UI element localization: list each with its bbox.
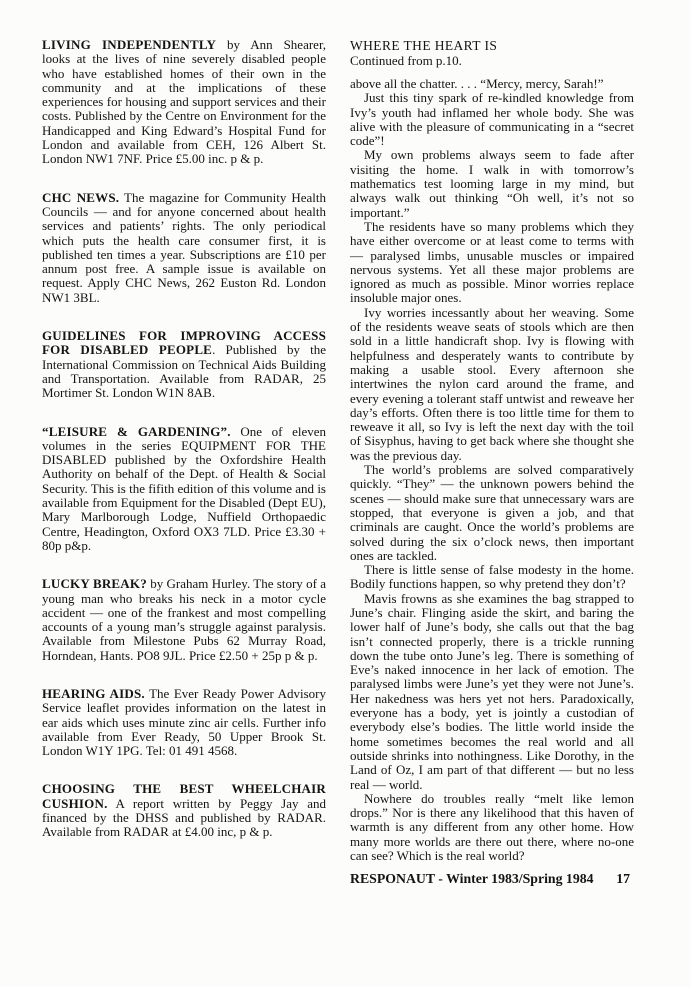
- article-paragraph: above all the chatter. . . . “Mercy, mercy, Sarah!”: [350, 76, 604, 91]
- article-paragraph: There is little sense of false modesty in the home. Bodily functions happen, so why pretend they don’t?: [350, 562, 634, 592]
- item-body: One of eleven volumes in the series EQUIPMENT FOR THE DISABLED published by the Oxfordshire Health Authority on behalf of the Dept. of Health & Social Security. This is the fifith edition of this volume and is available from Equipment for the Disabled (Dept EU), Mary Marlborough Lodge, Nuffield Orthopaedic Centre, Headington, Oxford OX3 7LD. Price £3.30 + 80p p&p.: [42, 423, 326, 553]
- article-paragraph: My own problems always seem to fade after visiting the home. I walk in with tomorrow’s mathematics test looming large in my mind, but always walk out thinking “Oh well, it’s not so important.”: [350, 147, 634, 220]
- news-item: [42, 577, 326, 663]
- item-heading: LIVING INDEPENDENTLY: [42, 37, 217, 52]
- item-body: by Ann Shearer, looks at the lives of nine severely disabled people who have established homes of their own in the community and at the implications of these experiences for housing and support services and their costs. Published by the Centre on Environment for the Handicapped and King Edward’s Hospital Fund for London and available from CEH, 126 Albert St. London NW1 7NF. Price £5.00 inc. p & p.: [42, 37, 326, 167]
- item-heading: GUIDELINES FOR IMPROVING ACCESS FOR DISABLED PEOPLE: [42, 328, 326, 358]
- item-body: . Published by the International Commission on Technical Aids Building and Transportation. Available from RADAR, 25 Mortimer St. London W1N 8AB.: [42, 342, 326, 401]
- item-heading: HEARING AIDS.: [42, 685, 145, 701]
- article-paragraph: The world’s problems are solved comparatively quickly. “They” — the unknown powers behind the scenes — should make sure that unnecessary wars are stopped, that everyone is given a job, and that criminals are caught. Once the world’s problems are solved during the six o’clock news, then important ones are tackled.: [350, 462, 634, 563]
- continued-note: Continued from p.10.: [350, 53, 462, 68]
- article-paragraph: Mavis frowns as she examines the bag strapped to June’s chair. Flinging aside the skirt, and baring the lower half of June’s body, she calls out that the bag isn’t connected properly, there is a trickle running down the tube onto June’s leg. There is something of Eve’s naked innocence in her lack of emotion. The paralysed limbs were June’s yet they were not June’s. Her nakedness was hers yet not hers. Paradoxically, everyone has a body, yet is jointly a custodian of everybody else’s bodies. The little world inside the home sometimes becomes the real world and all outside shrinks into nothingness. Like Dorothy, in the Land of Oz, I am part of that different — but no less real — world.: [350, 590, 634, 792]
- item-heading: CHC NEWS.: [42, 189, 120, 205]
- item-heading: LUCKY BREAK?: [42, 576, 147, 592]
- right-column: [350, 38, 634, 887]
- left-column: [42, 38, 326, 887]
- article-paragraph: Just this tiny spark of re-kindled knowledge from Ivy’s youth had inflamed her whole body. She was alive with the pleasure of communicating in a “secret code”!: [350, 90, 634, 149]
- item-body: A report written by Peggy Jay and financed by the DHSS and published by RADAR. Available from RADAR at £4.00 inc, p & p.: [42, 795, 326, 840]
- item-body: The magazine for Community Health Councils — and for anyone concerned about health services and patients’ rights. The only periodical which puts the health care consumer first, it is published ten times a year. Subscriptions are £10 per annum post free. A sample issue is available on request. Apply CHC News, 262 Euston Rd. London NW1 3BL.: [42, 189, 326, 305]
- page-number: 17: [616, 871, 630, 887]
- article-paragraph: Nowhere do troubles really “melt like lemon drops.” Nor is there any likelihood that this haven of warmth is any different from any other home. How many more worlds are there out there, where no-one can see? Which is the real world?: [350, 790, 634, 864]
- news-item: [42, 38, 326, 167]
- item-body: The Ever Ready Power Advisory Service leaflet provides information on the latest in ear aids which uses minute zinc air cells. Further info available from Ever Ready, 50 Upper Brook St. London W1Y 1PG. Tel: 01 491 4568.: [42, 685, 326, 759]
- news-item: [42, 425, 326, 554]
- news-item: [42, 329, 326, 400]
- page-footer: [350, 872, 634, 886]
- article-title: WHERE THE HEART IS: [350, 38, 498, 53]
- article-header: [350, 38, 634, 68]
- news-item: [42, 687, 326, 758]
- item-heading: CHOOSING THE BEST WHEELCHAIR CUSHION.: [42, 781, 326, 811]
- item-heading: “LEISURE & GARDENING”.: [42, 423, 231, 439]
- item-body: by Graham Hurley. The story of a young man who breaks his neck in a motor cycle accident — one of the frankest and most compelling accounts of a young man’s struggle against paralysis. Available from Milestone Pubs 62 Murray Road, Horndean, Hants. PO8 9JL. Price £2.50 + 25p p & p.: [42, 576, 326, 663]
- article-paragraph: The residents have so many problems which they have either overcome or at least come to terms with — paralysed limbs, unusable muscles or impaired nervous systems. Yet all these major problems are ignored as much as possible. Minor worries replace insoluble major ones.: [350, 218, 634, 306]
- news-item: [42, 191, 326, 305]
- news-item: [42, 782, 326, 839]
- journal-title: RESPONAUT - Winter 1983/Spring 1984: [350, 871, 594, 887]
- article-paragraph: Ivy worries incessantly about her weaving. Some of the residents weave seats of stools which are then sold in a little handicraft shop. Ivy is flowing with helpfulness and desperately wants to contribute by making a usable stool. Every afternoon she intertwines the nylon card around the frame, and every evening a tolerant staff untwist and reweave her day’s efforts. Often there is too little time for them to reweave it all, so Ivy is left the next day with the toil of Sisyphus, having to get back where she thought she was the previous day.: [350, 304, 634, 463]
